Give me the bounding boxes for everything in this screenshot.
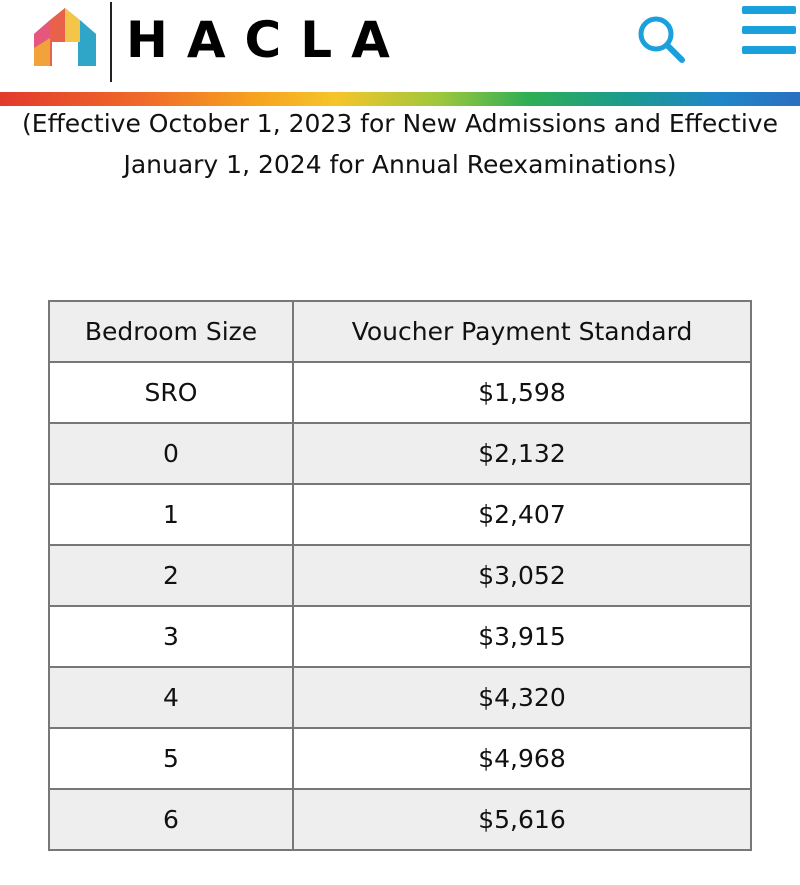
payment-standard-cell: $3,915	[293, 606, 751, 667]
logo-divider	[110, 2, 112, 82]
table-row	[49, 789, 751, 850]
payment-standard-cell: $5,616	[293, 789, 751, 850]
bedroom-size-cell: 4	[49, 667, 293, 728]
table-row	[49, 484, 751, 545]
payment-standard-cell: $3,052	[293, 545, 751, 606]
table-row	[49, 728, 751, 789]
logo-text[interactable]: HACLA	[126, 11, 409, 69]
payment-standard-cell: $1,598	[293, 362, 751, 423]
voucher-payment-standards-table	[48, 300, 752, 851]
table-row	[49, 667, 751, 728]
effective-date-note: (Effective October 1, 2023 for New Admissions and Effective January 1, 2024 for Annual Reexaminations)	[22, 109, 778, 179]
search-icon[interactable]	[636, 14, 686, 64]
table-row	[49, 545, 751, 606]
bedroom-size-cell: 5	[49, 728, 293, 789]
table-header-row	[49, 301, 751, 362]
table-row	[49, 606, 751, 667]
table-row	[49, 423, 751, 484]
table-row	[49, 362, 751, 423]
hamburger-menu-icon[interactable]	[742, 6, 796, 54]
payment-standard-cell: $2,132	[293, 423, 751, 484]
site-header	[0, 0, 800, 92]
bedroom-size-cell: 0	[49, 423, 293, 484]
bedroom-size-cell: 3	[49, 606, 293, 667]
house-logo-icon[interactable]	[34, 8, 96, 66]
bedroom-size-cell: SRO	[49, 362, 293, 423]
bedroom-size-cell: 6	[49, 789, 293, 850]
bedroom-size-cell: 2	[49, 545, 293, 606]
payment-standard-cell: $4,968	[293, 728, 751, 789]
bedroom-size-cell: 1	[49, 484, 293, 545]
column-header-voucher-payment-standard: Voucher Payment Standard	[293, 301, 751, 362]
column-header-bedroom-size: Bedroom Size	[49, 301, 293, 362]
payment-standard-cell: $4,320	[293, 667, 751, 728]
payment-standard-cell: $2,407	[293, 484, 751, 545]
